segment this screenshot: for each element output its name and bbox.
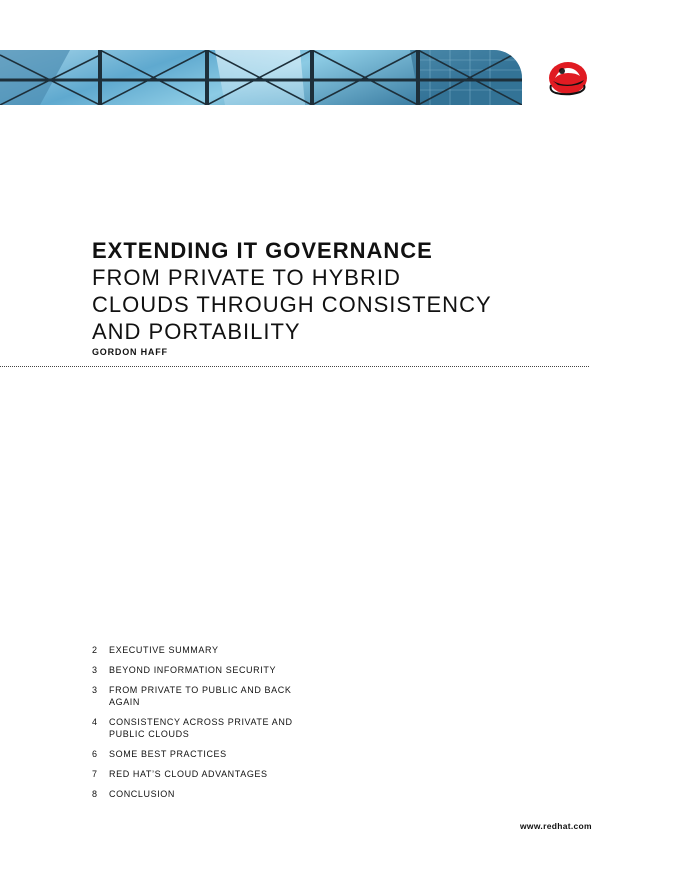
author-name: GORDON HAFF — [92, 347, 168, 357]
document-title-line: AND PORTABILITY — [92, 319, 301, 344]
dotted-divider — [0, 366, 589, 367]
document-title-block — [92, 237, 592, 357]
toc-page-number: 3 — [92, 685, 98, 695]
toc-page-number: 2 — [92, 645, 98, 655]
toc-title: CONCLUSION — [109, 789, 176, 799]
toc-entry[interactable] — [92, 664, 392, 676]
toc-title: RED HAT’S CLOUD ADVANTAGES — [109, 769, 268, 779]
toc-page-number: 4 — [92, 717, 98, 727]
toc-page-number: 3 — [92, 665, 98, 675]
toc-title: EXECUTIVE SUMMARY — [109, 645, 219, 655]
toc-page-number: 8 — [92, 789, 98, 799]
document-title-line: CLOUDS THROUGH CONSISTENCY — [92, 292, 492, 317]
glass-building-banner — [0, 50, 522, 105]
toc-title: CONSISTENCY ACROSS PRIVATE AND PUBLIC CLOUDS — [109, 717, 293, 739]
footer-website-link[interactable]: www.redhat.com — [520, 821, 592, 831]
toc-entry[interactable] — [92, 684, 392, 708]
table-of-contents — [92, 644, 392, 808]
toc-title: SOME BEST PRACTICES — [109, 749, 227, 759]
toc-page-number: 7 — [92, 769, 98, 779]
toc-entry[interactable] — [92, 748, 392, 760]
red-hat-logo-icon — [546, 58, 590, 96]
toc-entry[interactable] — [92, 768, 392, 780]
header-banner-image — [0, 50, 522, 105]
document-title-line: FROM PRIVATE TO HYBRID — [92, 265, 401, 290]
toc-entry[interactable] — [92, 644, 392, 656]
document-title-bold: EXTENDING IT GOVERNANCE — [92, 238, 433, 263]
toc-entry[interactable] — [92, 716, 392, 740]
toc-page-number: 6 — [92, 749, 98, 759]
toc-title: FROM PRIVATE TO PUBLIC AND BACK AGAIN — [109, 685, 292, 707]
toc-entry[interactable] — [92, 788, 392, 800]
toc-title: BEYOND INFORMATION SECURITY — [109, 665, 277, 675]
